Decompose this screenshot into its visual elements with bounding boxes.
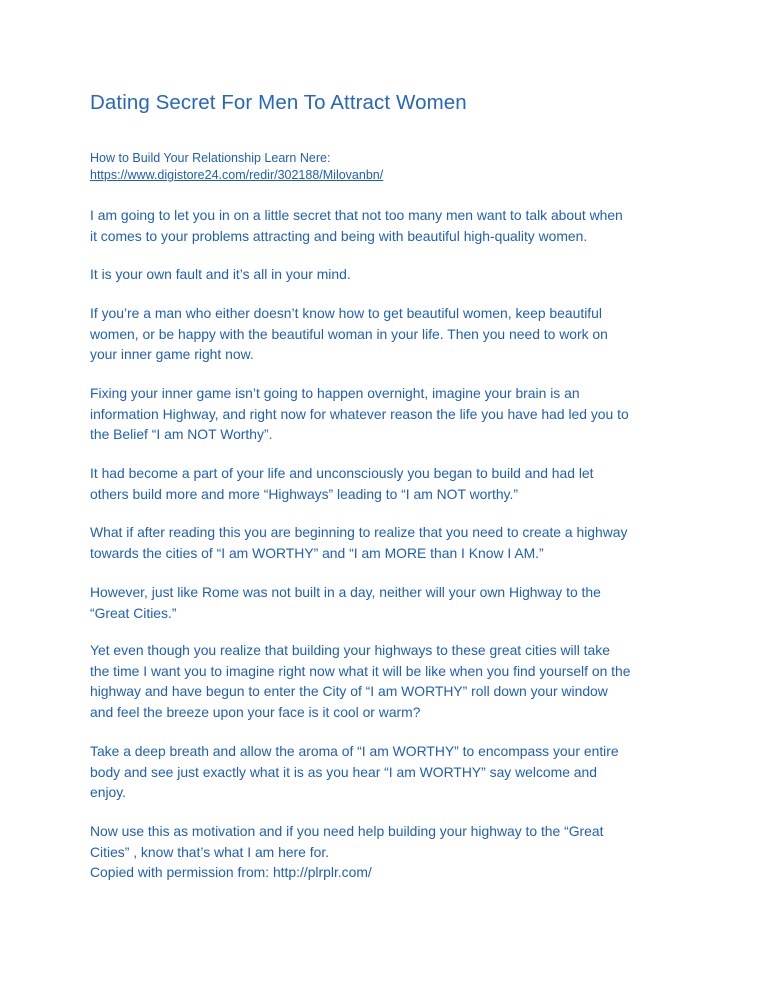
paragraph-2 [90, 264, 690, 285]
paragraph-line: the Belief “I am NOT Worthy”. [90, 426, 273, 442]
paragraph-line: Copied with permission from: http://plrplr.com/ [90, 864, 372, 880]
paragraph-line: the time I want you to imagine right now what it will be like when you find yourself on the [90, 662, 631, 679]
paragraph-line: It had become a part of your life and unconsciously you began to build and had let [90, 465, 594, 481]
paragraph-9 [90, 741, 690, 803]
paragraph-6 [90, 522, 690, 563]
paragraph-4 [90, 383, 690, 445]
page-title: Dating Secret For Men To Attract Women [90, 91, 467, 114]
paragraph-line: What if after reading this you are beginning to realize that you need to create a highway [90, 524, 628, 540]
paragraph-5 [90, 463, 690, 504]
paragraph-line: women, or be happy with the beautiful woman in your life. Then you need to work on [90, 325, 608, 342]
paragraph-line: your inner game right now. [90, 346, 254, 362]
paragraph-line: information Highway, and right now for whatever reason the life you have had led you to [90, 405, 629, 422]
paragraph-3 [90, 303, 690, 365]
intro-line: How to Build Your Relationship Learn Nere: [90, 151, 331, 165]
paragraph-line: Take a deep breath and allow the aroma of “I am WORTHY” to encompass your entire [90, 743, 619, 759]
paragraph-line: I am going to let you in on a little secret that not too many men want to talk about when [90, 207, 623, 223]
paragraph-line: others build more and more “Highways” leading to “I am NOT worthy.” [90, 485, 518, 502]
paragraph-7 [90, 582, 690, 623]
paragraph-line: Now use this as motivation and if you need help building your highway to the “Great [90, 823, 604, 839]
paragraph-line: highway and have begun to enter the City of “I am WORTHY” roll down your window [90, 683, 608, 699]
paragraph-line: Cities” , know that’s what I am here for. [90, 843, 330, 860]
paragraph-line: However, just like Rome was not built in a day, neither will your own Highway to the [90, 584, 601, 600]
paragraph-line: Fixing your inner game isn’t going to happen overnight, imagine your brain is an [90, 385, 580, 401]
paragraph-8 [90, 640, 690, 722]
paragraph-line: enjoy. [90, 784, 127, 800]
paragraph-line: towards the cities of “I am WORTHY” and “I am MORE than I Know I AM.” [90, 544, 544, 561]
paragraph-1 [90, 205, 690, 246]
paragraph-10 [90, 821, 690, 883]
paragraph-line: It is your own fault and it’s all in your mind. [90, 266, 351, 282]
intro-link[interactable]: https://www.digistore24.com/redir/302188/Milovanbn/ [90, 168, 384, 182]
paragraph-line: body and see just exactly what it is as you hear “I am WORTHY” say welcome and [90, 763, 597, 780]
paragraph-line: Yet even though you realize that building your highways to these great cities will take [90, 642, 610, 658]
paragraph-line: and feel the breeze upon your face is it cool or warm? [90, 703, 421, 720]
paragraph-line: it comes to your problems attracting and being with beautiful high-quality women. [90, 227, 588, 244]
paragraph-line: “Great Cities.” [90, 604, 177, 621]
document-page [90, 0, 690, 994]
paragraph-line: If you’re a man who either doesn’t know how to get beautiful women, keep beautiful [90, 305, 602, 321]
